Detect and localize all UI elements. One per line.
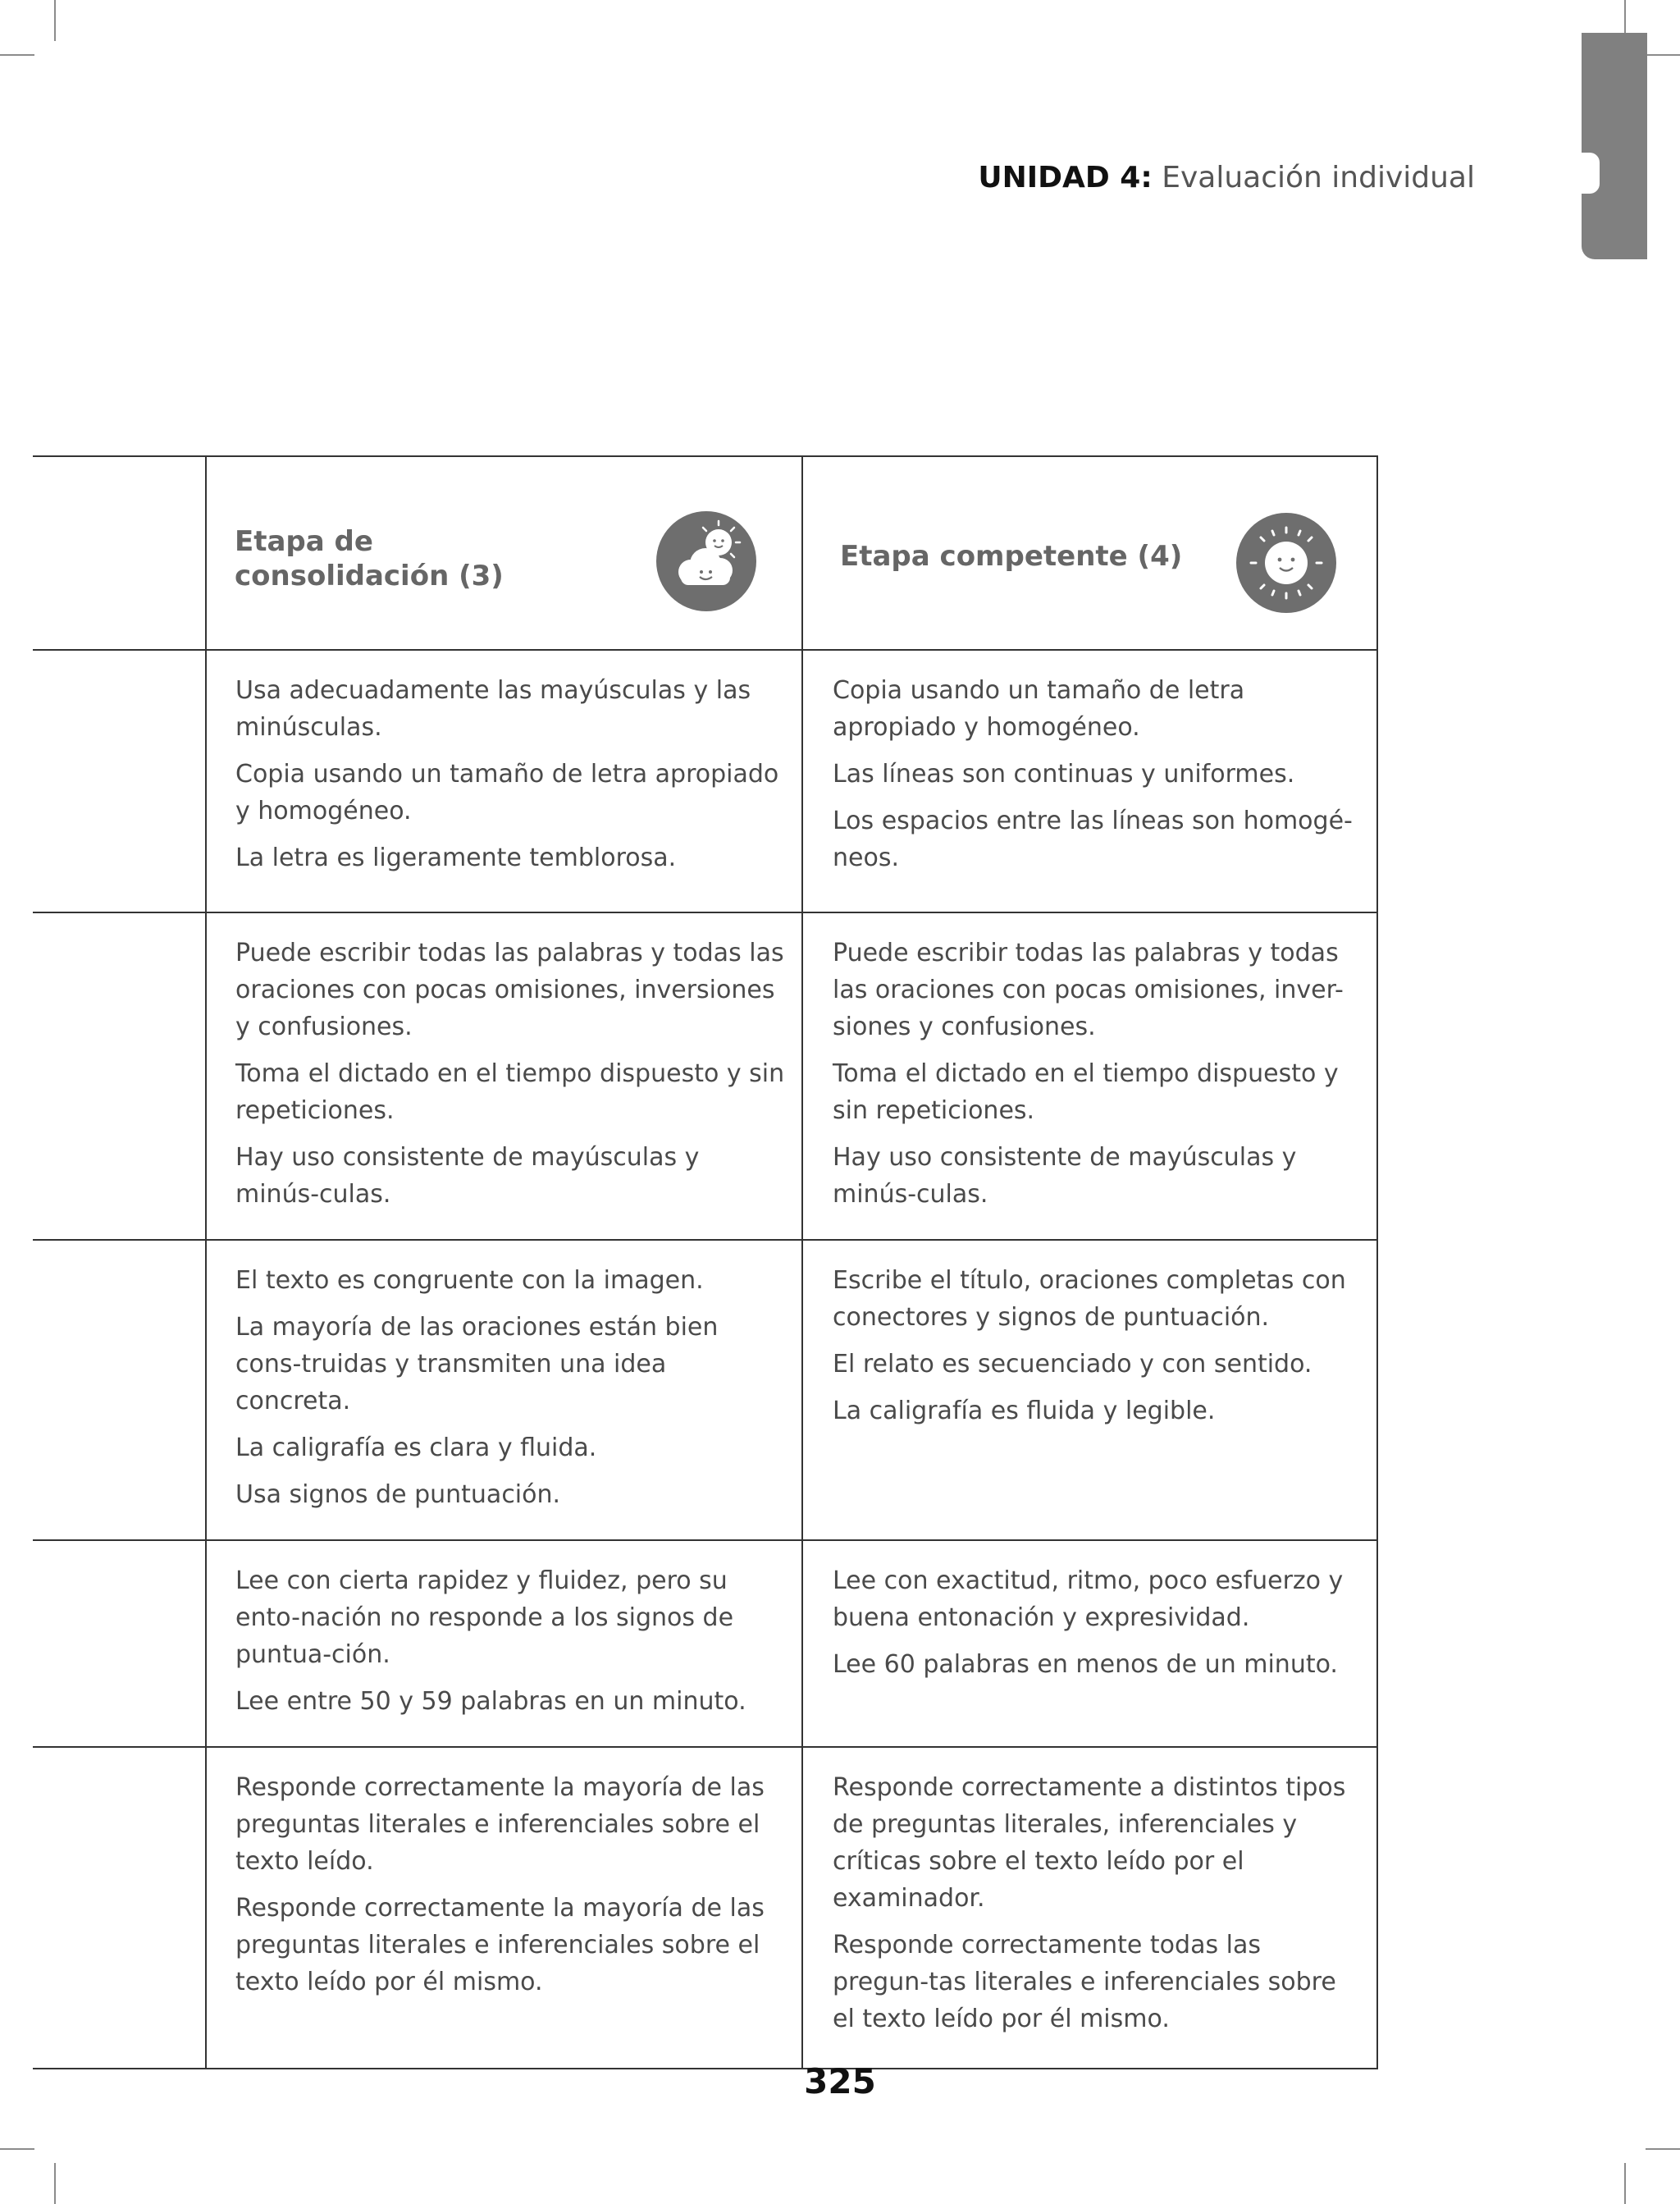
descriptor-text: Usa adecuadamente las mayúsculas y las minúsculas. (235, 676, 751, 742)
competent-cell (802, 1747, 1377, 2069)
descriptor-text: Copia usando un tamaño de letra apropiado y homogéneo. (833, 676, 1245, 742)
descriptor-text: Los espacios entre las líneas son homogé-neos. (833, 807, 1353, 872)
table-row (33, 1747, 1377, 2069)
consolidation-cell (206, 1747, 802, 2069)
table-header-row (33, 456, 1377, 650)
descriptor-text: Puede escribir todas las palabras y todas las oraciones con pocas omisiones, inversiones y confusiones. (235, 939, 784, 1041)
descriptor-text: Hay uso consistente de mayúsculas y minús-culas. (833, 1143, 1297, 1209)
table-row (33, 650, 1377, 912)
consolidation-header-cell (206, 456, 802, 650)
descriptor-text: Copia usando un tamaño de letra apropiado y homogéneo. (235, 760, 779, 825)
chapter-tab (1582, 33, 1647, 259)
criteria-cell (33, 1747, 206, 2069)
criteria-cell (33, 650, 206, 912)
descriptor-text: Usa signos de puntuación. (235, 1480, 561, 1509)
descriptor-text: Toma el dictado en el tiempo dispuesto y sin repeticiones. (833, 1059, 1339, 1125)
smiling-sun-icon (1236, 513, 1336, 613)
consolidation-title (235, 524, 504, 593)
descriptor-text: La mayoría de las oraciones están bien cons-truidas y transmiten una idea concreta. (235, 1313, 719, 1415)
descriptor-text: Hay uso consistente de mayúsculas y minús-culas. (235, 1143, 700, 1209)
descriptor-text: Responde correctamente a distintos tipos de preguntas literales, inferenciales y críticas sobre el texto leído por el examinador. (833, 1773, 1346, 1913)
crop-mark (0, 54, 34, 56)
competent-cell (802, 912, 1377, 1240)
descriptor-text: Escribe el título, oraciones completas con conectores y signos de puntuación. (833, 1266, 1346, 1332)
consolidation-title-line1: Etapa de (235, 525, 373, 558)
descriptor-text: El texto es congruente con la imagen. (235, 1266, 704, 1295)
unit-title: Evaluación individual (1162, 161, 1475, 194)
descriptor-text: Puede escribir todas las palabras y todas las oraciones con pocas omisiones, inver-siones y confusiones. (833, 939, 1344, 1041)
descriptor-text: Lee con cierta rapidez y fluidez, pero su ento-nación no responde a los signos de puntua-ción. (235, 1566, 734, 1669)
criteria-header-cell (33, 456, 206, 650)
descriptor-text: La letra es ligeramente temblorosa. (235, 844, 677, 872)
competent-cell (802, 1540, 1377, 1747)
competent-header-cell (802, 456, 1377, 650)
chapter-tab-notch (1582, 153, 1600, 194)
consolidation-cell (206, 1540, 802, 1747)
unit-label: UNIDAD 4: (978, 161, 1153, 194)
crop-mark (54, 2163, 56, 2204)
descriptor-text: Lee entre 50 y 59 palabras en un minuto. (235, 1687, 746, 1716)
page-number: 325 (804, 2061, 876, 2101)
running-header (978, 161, 1475, 194)
criteria-cell (33, 912, 206, 1240)
descriptor-text: Toma el dictado en el tiempo dispuesto y sin repeticiones. (235, 1059, 785, 1125)
criteria-cell (33, 1240, 206, 1540)
descriptor-text: Responde correctamente todas las pregun-tas literales e inferenciales sobre el texto leído por él mismo. (833, 1931, 1336, 2033)
descriptor-text: Responde correctamente la mayoría de las preguntas literales e inferenciales sobre el texto leído. (235, 1773, 765, 1876)
descriptor-text: La caligrafía es clara y fluida. (235, 1434, 597, 1462)
competent-cell (802, 650, 1377, 912)
consolidation-cell (206, 912, 802, 1240)
crop-mark (54, 0, 56, 41)
consolidation-cell (206, 1240, 802, 1540)
competent-cell (802, 1240, 1377, 1540)
consolidation-title-line2: consolidación (3) (235, 560, 504, 592)
consolidation-cell (206, 650, 802, 912)
descriptor-text: Las líneas son continuas y uniformes. (833, 760, 1295, 789)
table-row (33, 1240, 1377, 1540)
sun-behind-cloud-icon (656, 511, 756, 611)
crop-mark (1624, 2163, 1626, 2204)
table-row (33, 1540, 1377, 1747)
descriptor-text: Lee 60 palabras en menos de un minuto. (833, 1650, 1338, 1679)
descriptor-text: El relato es secuenciado y con sentido. (833, 1350, 1312, 1379)
rubric-table (33, 455, 1378, 2069)
table-row (33, 912, 1377, 1240)
descriptor-text: Lee con exactitud, ritmo, poco esfuerzo y buena entonación y expresividad. (833, 1566, 1344, 1632)
crop-mark (1646, 54, 1680, 56)
descriptor-text: La caligrafía es fluida y legible. (833, 1397, 1216, 1425)
crop-mark (0, 2148, 34, 2150)
criteria-cell (33, 1540, 206, 1747)
descriptor-text: Responde correctamente la mayoría de las preguntas literales e inferenciales sobre el texto leído por él mismo. (235, 1894, 765, 1996)
crop-mark (1646, 2148, 1680, 2150)
competent-title: Etapa competente (4) (840, 540, 1183, 573)
